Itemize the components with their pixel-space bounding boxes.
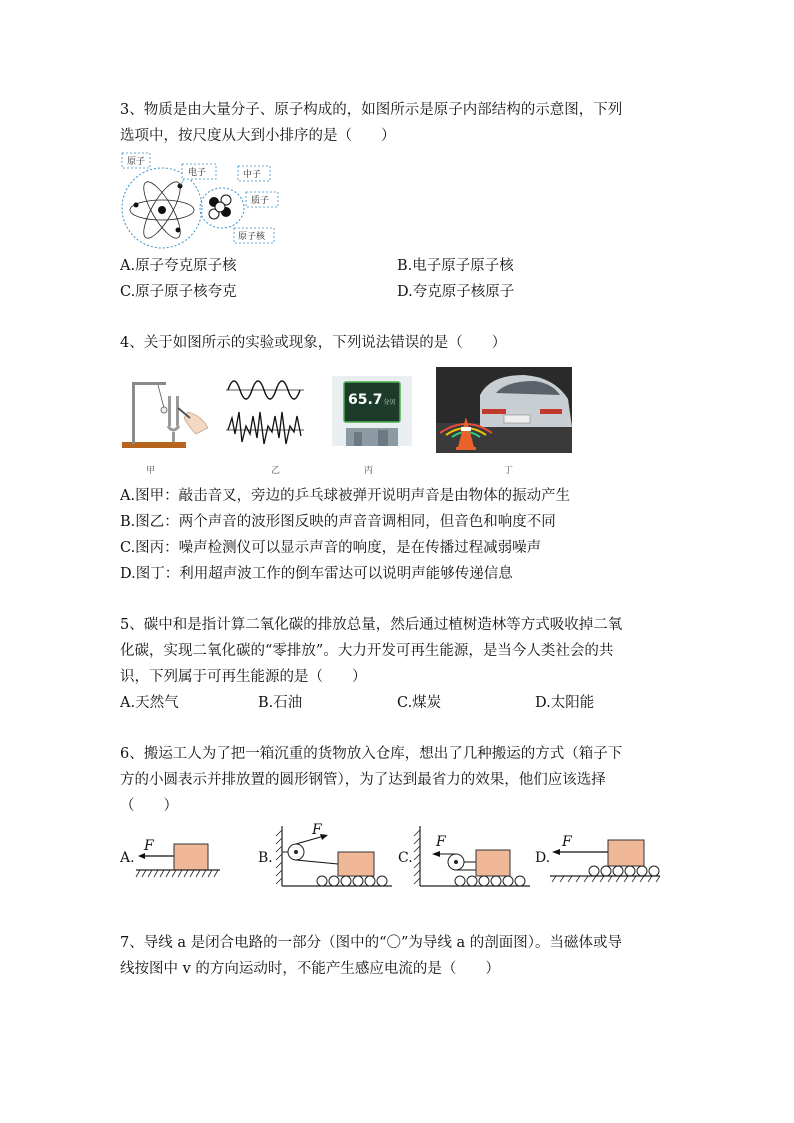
q6-option-c-label: C. [398, 850, 413, 866]
q4-option-a: A.图甲：敲击音叉，旁边的乒乓球被弹开说明声音是由物体的振动产生 [120, 488, 571, 504]
meter-value: 65.7 [348, 392, 383, 408]
q6-option-d-label: D. [535, 850, 551, 866]
q3-option-b: B.电子原子原子核 [397, 258, 514, 274]
q4-option-b: B.图乙：两个声音的波形图反映的声音音调相同，但音色和响度不同 [120, 514, 556, 530]
q6-d-force-label: F [562, 834, 572, 850]
noise-meter-value [348, 392, 396, 408]
q4-option-d: D.图丁：利用超声波工作的倒车雷达可以说明声能够传递信息 [120, 566, 513, 582]
caption-jia: 甲 [146, 466, 156, 476]
q5-stem-line3: 识，下列属于可再生能源的是（ ） [120, 669, 367, 685]
q6-a-force-label: F [144, 838, 154, 854]
q3-option-c: C.原子原子核夸克 [120, 284, 237, 300]
waveform-figure [226, 372, 304, 452]
q6-option-c-figure [410, 822, 532, 890]
q3-option-a: A.原子夸克原子核 [120, 258, 237, 274]
q6-option-a-figure [136, 830, 222, 880]
neutron-label: 中子 [243, 170, 262, 180]
q5-option-d: D.太阳能 [535, 695, 595, 711]
q6-option-a-label: A. [120, 850, 135, 866]
q6-stem-line3: （ ） [120, 798, 178, 814]
q3-option-d: D.夸克原子核原子 [397, 284, 515, 300]
q6-c-force-label: F [436, 834, 446, 850]
noise-meter-figure [332, 376, 412, 446]
q4-option-c: C.图丙：噪声检测仪可以显示声音的响度，是在传播过程减弱噪声 [120, 540, 542, 556]
tuning-fork-figure [118, 378, 210, 450]
q7-stem-line1: 7、导线 a 是闭合电路的一部分（图中的“〇”为导线 a 的剖面图）。当磁体或导 [120, 935, 623, 951]
caption-yi: 乙 [271, 466, 281, 476]
q4-stem: 4、关于如图所示的实验或现象，下列说法错误的是（ ） [120, 335, 507, 351]
q6-stem-line2: 方的小圆表示并排放置的圆形钢管），为了达到最省力的效果，他们应该选择 [120, 772, 606, 788]
q5-option-b: B.石油 [258, 695, 303, 711]
electron-label: 电子 [188, 168, 207, 178]
q6-option-d-figure [550, 826, 662, 884]
reversing-radar-figure [436, 367, 572, 453]
caption-ding: 丁 [504, 466, 514, 476]
q5-stem-line1: 5、碳中和是指计算二氧化碳的排放总量，然后通过植树造林等方式吸收掉二氧 [120, 617, 623, 633]
caption-bing: 丙 [364, 466, 374, 476]
q3-stem-line2: 选项中，按尺度从大到小排序的是（ ） [120, 128, 396, 144]
q6-stem-line1: 6、搬运工人为了把一箱沉重的货物放入仓库，想出了几种搬运的方式（箱子下 [120, 746, 623, 762]
q5-option-c: C.煤炭 [397, 695, 442, 711]
q6-b-force-label: F [312, 822, 322, 838]
meter-unit: 分贝 [383, 399, 396, 406]
q5-stem-line2: 化碳，实现二氧化碳的“零排放”。大力开发可再生能源，是当今人类社会的共 [120, 643, 614, 659]
nucleus-label: 原子核 [238, 232, 266, 242]
q6-option-b-figure [272, 822, 394, 890]
q3-stem-line1: 3、物质是由大量分子、原子构成的，如图所示是原子内部结构的示意图，下列 [120, 102, 623, 118]
q5-option-a: A.天然气 [120, 695, 179, 711]
atom-label: 原子 [127, 157, 146, 167]
atom-structure-figure [118, 150, 283, 250]
q7-stem-line2: 线按图中 v 的方向运动时，不能产生感应电流的是（ ） [120, 961, 500, 977]
q6-option-b-label: B. [258, 850, 273, 866]
proton-label: 质子 [251, 196, 270, 206]
